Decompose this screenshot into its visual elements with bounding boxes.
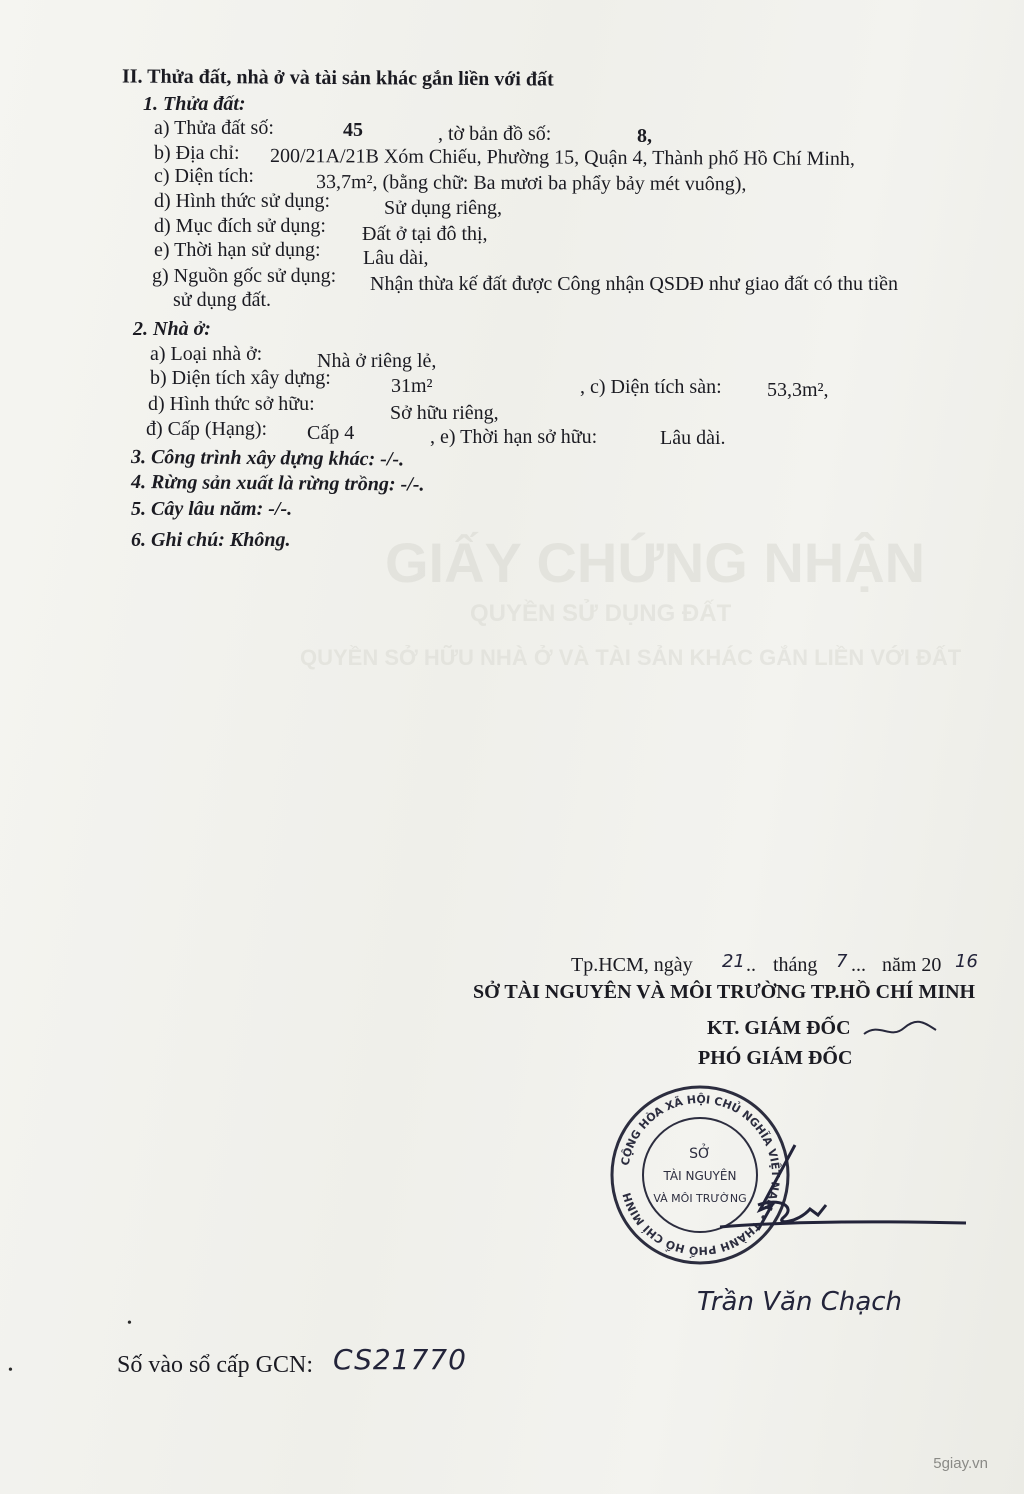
role-kt-giam-doc: KT. GIÁM ĐỐC [707, 1017, 851, 1039]
land-b-value: 200/21A/21B Xóm Chiếu, Phường 15, Quận 4, Thành phố Hồ Chí Minh, [269, 145, 856, 171]
land-map-label: , tờ bản đồ số: [438, 123, 552, 145]
registry-value: CS21770 [333, 1343, 467, 1376]
date-month-label: tháng [773, 954, 818, 976]
house-d2-value: Cấp 4 [307, 422, 355, 444]
house-c-label: , c) Diện tích sàn: [580, 376, 722, 398]
house-b-value: 31m² [391, 375, 433, 397]
margin-dot-1: • [8, 1363, 13, 1378]
house-e-label: , e) Thời hạn sở hữu: [430, 426, 598, 448]
item-5: 5. Cây lâu năm: -/-. [131, 498, 293, 520]
land-d2-value: Đất ở tại đô thị, [362, 223, 488, 245]
site-watermark: 5giay.vn [933, 1455, 988, 1472]
house-d2-label: đ) Cấp (Hạng): [146, 418, 268, 440]
house-a-label: a) Loại nhà ở: [150, 343, 263, 365]
house-title: 2. Nhà ở: [133, 318, 211, 340]
signer-name: Trần Văn Chạch [697, 1287, 903, 1317]
margin-dot-2: • [127, 1316, 132, 1331]
date-day: 21 [722, 951, 745, 972]
land-c-value: 33,7m², (bằng chữ: Ba mươi ba phẩy bảy mét vuông), [315, 171, 747, 196]
land-g-value-cont: sử dụng đất. [173, 289, 272, 311]
date-dots-1: .. [746, 954, 756, 976]
land-a-label: a) Thửa đất số: [154, 117, 274, 139]
land-d-label: d) Hình thức sử dụng: [154, 190, 331, 212]
house-b-label: b) Diện tích xây dựng: [150, 367, 331, 389]
land-map-value: 8, [637, 125, 652, 147]
land-d-value: Sử dụng riêng, [384, 197, 503, 219]
item-3: 3. Công trình xây dựng khác: -/-. [130, 446, 405, 471]
registry-label: Số vào sổ cấp GCN: [117, 1352, 313, 1378]
land-a-value: 45 [343, 119, 363, 141]
item-4: 4. Rừng sản xuất là rừng trồng: -/-. [130, 471, 425, 496]
land-e-value: Lâu dài, [363, 247, 429, 269]
land-g-value: Nhận thừa kế đất được Công nhận QSDĐ như giao đất có thu tiền [370, 273, 898, 295]
land-e-label: e) Thời hạn sử dụng: [154, 239, 321, 261]
bleedthrough-sub2: QUYỀN SỞ HỮU NHÀ Ở VÀ TÀI SẢN KHÁC GẮN LIỀN VỚI ĐẤT [300, 645, 962, 670]
land-d2-label: d) Mục đích sử dụng: [154, 215, 326, 237]
item-6: 6. Ghi chú: Không. [131, 529, 291, 551]
house-d-value: Sở hữu riêng, [390, 402, 499, 424]
land-g-label: g) Nguồn gốc sử dụng: [152, 265, 337, 287]
bleedthrough-title: GIẤY CHỨNG NHẬN [385, 531, 926, 594]
initial-mark [860, 1014, 940, 1044]
house-c-value: 53,3m², [767, 379, 829, 401]
date-dots-2: ... [851, 954, 866, 976]
date-prefix: Tp.HCM, ngày [571, 954, 693, 976]
handwritten-signature [700, 1135, 990, 1245]
land-c-label: c) Diện tích: [154, 165, 254, 187]
land-title: 1. Thửa đất: [143, 93, 246, 115]
department-name: SỞ TÀI NGUYÊN VÀ MÔI TRƯỜNG TP.HỒ CHÍ MINH [473, 981, 976, 1003]
house-e-value: Lâu dài. [660, 427, 726, 449]
date-month: 7 [836, 951, 848, 972]
stamp-line-3: VÀ MÔI TRƯỜNG [653, 1192, 747, 1205]
land-b-label: b) Địa chỉ: [154, 142, 240, 164]
stamp-ring-text: CỘNG HÒA XÃ HỘI CHỦ NGHĨA VIỆT NAM • THÀNH PHỐ HỒ CHÍ MINH [618, 1092, 783, 1258]
department-clip [473, 980, 1024, 1006]
stamp-line-2: TÀI NGUYÊN [663, 1169, 737, 1183]
house-a-value: Nhà ở riêng lẻ, [317, 350, 437, 372]
date-year-label: năm 20 [882, 954, 942, 976]
section-heading: II. Thửa đất, nhà ở và tài sản khác gắn liền với đất [121, 65, 554, 91]
role-pho-giam-doc: PHÓ GIÁM ĐỐC [698, 1047, 853, 1069]
house-d-label: d) Hình thức sở hữu: [148, 393, 315, 415]
bleedthrough-sub: QUYỀN SỬ DỤNG ĐẤT [470, 600, 732, 627]
stamp-line-1: SỞ [689, 1146, 711, 1162]
date-year: 16 [955, 951, 978, 972]
